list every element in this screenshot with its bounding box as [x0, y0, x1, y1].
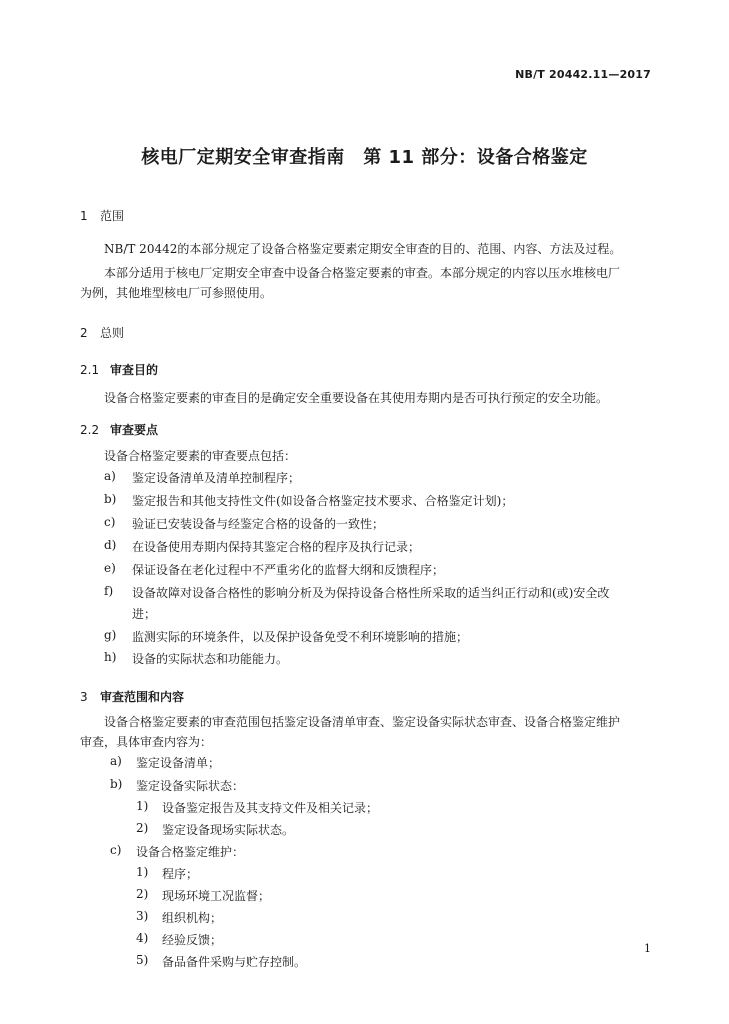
list-item-continuation: 进； — [132, 607, 157, 621]
section-number: 3 — [80, 690, 88, 704]
list-marker: a) — [104, 469, 116, 483]
list-text: 在设备使用寿期内保持其鉴定合格的程序及执行记录； — [132, 540, 421, 554]
section-3-paragraph-line-1: 设备合格鉴定要素的审查范围包括鉴定设备清单审查、鉴定设备实际状态审查、设备合格鉴定维护 — [104, 715, 621, 729]
section-number: 1 — [80, 209, 88, 223]
list-text: 鉴定设备现场实际状态。 — [162, 823, 295, 837]
list-marker: f) — [104, 584, 114, 598]
section-1-paragraph-2-line-1: 本部分适用于核电厂定期安全审查中设备合格鉴定要素的审查。本部分规定的内容以压水堆核电厂 — [104, 266, 621, 280]
sub-list-item — [136, 953, 306, 970]
subsection-2-1-heading — [80, 361, 158, 378]
list-marker: b) — [104, 492, 117, 506]
list-marker: 2) — [136, 887, 149, 901]
list-text: 经验反馈； — [162, 933, 223, 947]
list-text: 备品备件采购与贮存控制。 — [162, 955, 307, 969]
list-text: 设备合格鉴定维护： — [136, 845, 245, 859]
list-text: 鉴定设备实际状态： — [136, 779, 245, 793]
page-number: 1 — [644, 942, 651, 955]
list-item — [104, 650, 288, 667]
section-1-paragraph-2-line-2: 为例，其他堆型核电厂可参照使用。 — [80, 286, 273, 300]
section-1-paragraph-1: NB/T 20442的本部分规定了设备合格鉴定要素定期安全审查的目的、范围、内容、方法及过程。 — [104, 242, 622, 256]
section-1-heading — [80, 207, 124, 224]
list-marker: d) — [104, 538, 117, 552]
list-item — [104, 561, 444, 578]
list-text: 监测实际的环境条件，以及保护设备免受不利环境影响的措施； — [132, 630, 469, 644]
sub-list-item — [136, 799, 378, 816]
list-item — [110, 754, 220, 771]
sub-list-item — [136, 865, 198, 882]
subsection-number: 2.2 — [80, 423, 100, 437]
list-marker: a) — [110, 754, 122, 768]
sub-list-item — [136, 909, 222, 926]
list-text: 现场环境工况监督； — [162, 889, 271, 903]
section-title: 审查范围和内容 — [100, 690, 185, 704]
section-2-heading — [80, 324, 124, 341]
section-3-paragraph-line-2: 审查，具体审查内容为： — [80, 735, 213, 749]
list-text: 鉴定设备清单及清单控制程序； — [132, 471, 301, 485]
subsection-2-1-text: 设备合格鉴定要素的审查目的是确定安全重要设备在其使用寿期内是否可执行预定的安全功能。 — [104, 391, 609, 405]
list-marker: 1) — [136, 865, 149, 879]
standard-code: NB/T 20442.11—2017 — [515, 68, 651, 81]
list-item — [104, 628, 468, 645]
list-item — [104, 469, 300, 486]
document-title: 核电厂定期安全审查指南 第 11 部分：设备合格鉴定 — [141, 147, 588, 168]
list-marker: b) — [110, 777, 123, 791]
list-text: 保证设备在老化过程中不严重劣化的监督大纲和反馈程序； — [132, 563, 445, 577]
list-marker: c) — [104, 515, 116, 529]
sub-list-item — [136, 887, 270, 904]
sub-list-item — [136, 821, 294, 838]
subsection-number: 2.1 — [80, 363, 100, 377]
section-title: 总则 — [100, 326, 125, 340]
list-item — [104, 584, 609, 601]
sub-list-item — [136, 931, 222, 948]
list-marker: 1) — [136, 799, 149, 813]
list-marker: e) — [104, 561, 116, 575]
subsection-2-2-heading — [80, 421, 158, 438]
list-marker: 5) — [136, 953, 149, 967]
subsection-title: 审查要点 — [110, 423, 159, 437]
list-text: 程序； — [162, 867, 199, 881]
list-text: 验证已安装设备与经鉴定合格的设备的一致性； — [132, 517, 385, 531]
list-marker: 2) — [136, 821, 149, 835]
list-marker: 3) — [136, 909, 149, 923]
list-item — [104, 538, 420, 555]
list-marker: g) — [104, 628, 117, 642]
list-item — [104, 515, 384, 532]
list-text: 设备的实际状态和功能能力。 — [132, 652, 289, 666]
list-text: 设备鉴定报告及其支持文件及相关记录； — [162, 801, 379, 815]
list-item — [110, 843, 244, 860]
list-marker: h) — [104, 650, 117, 664]
list-text: 鉴定报告和其他支持性文件(如设备合格鉴定技术要求、合格鉴定计划)； — [132, 494, 514, 508]
list-marker: c) — [110, 843, 122, 857]
section-3-heading — [80, 688, 184, 705]
list-item — [110, 777, 244, 794]
subsection-title: 审查目的 — [110, 363, 159, 377]
section-title: 范围 — [100, 209, 125, 223]
list-text: 设备故障对设备合格性的影响分析及为保持设备合格性所采取的适当纠正行动和(或)安全改 — [132, 586, 610, 600]
section-number: 2 — [80, 326, 88, 340]
list-item — [104, 492, 513, 509]
list-text: 组织机构； — [162, 911, 223, 925]
subsection-2-2-intro: 设备合格鉴定要素的审查要点包括： — [104, 449, 297, 463]
list-marker: 4) — [136, 931, 149, 945]
list-text: 鉴定设备清单； — [136, 756, 221, 770]
